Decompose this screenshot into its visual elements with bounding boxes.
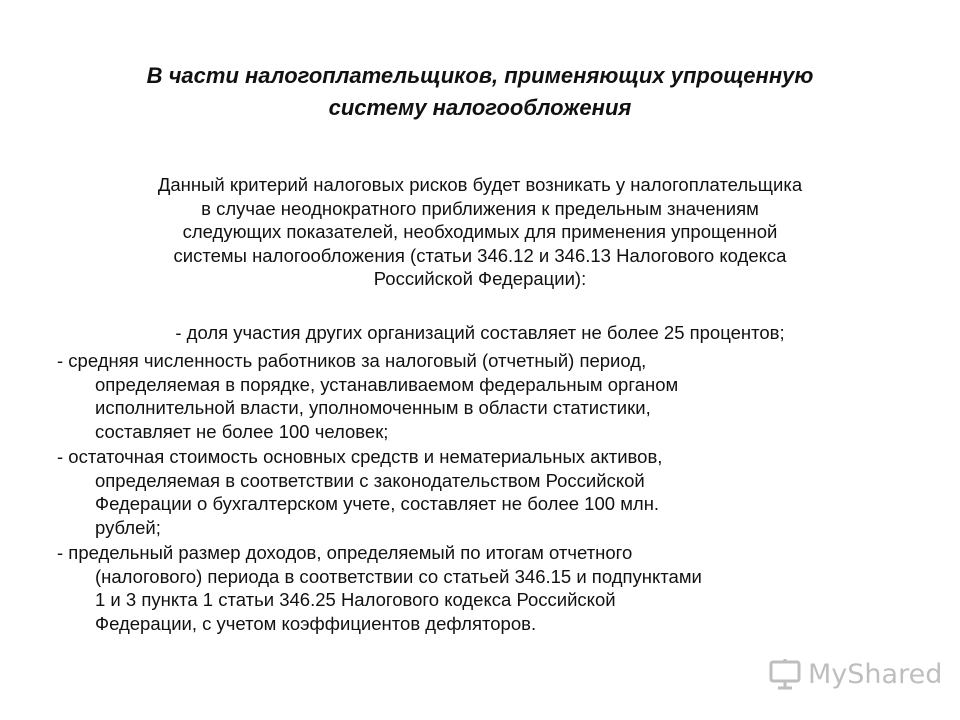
list-item-line: - средняя численность работников за налоговый (отчетный) период,: [57, 350, 647, 371]
intro-line: в случае неоднократного приближения к предельным значениям: [201, 197, 759, 219]
intro-line: Данный критерий налоговых рисков будет возникать у налогоплательщика: [157, 174, 803, 195]
watermark-text: MyShared: [808, 658, 943, 690]
title-line-2: систему налогообложения: [328, 95, 632, 120]
list-item-line: Федерации о бухгалтерском учете, составляет не более 100 млн.: [95, 493, 660, 514]
intro-line: следующих показателей, необходимых для применения упрощенной: [182, 221, 778, 242]
intro-line: Российской Федерации):: [373, 268, 587, 289]
list-item-line: рублей;: [95, 516, 161, 538]
list-item-line: определяемая в порядке, устанавливаемом федеральным органом: [95, 373, 679, 395]
criteria-list: [57, 349, 937, 637]
list-item-line: 1 и 3 пункта 1 статьи 346.25 Налогового кодекса Российской: [95, 589, 616, 610]
list-item-income: [57, 541, 937, 635]
list-item-line: - предельный размер доходов, определяемый по итогам отчетного: [57, 542, 633, 563]
list-item-share: [0, 321, 960, 345]
intro-paragraph: [40, 173, 920, 291]
list-item-assets: [57, 445, 937, 539]
presentation-icon: [768, 657, 802, 691]
list-item-line: Федерации, с учетом коэффициентов дефляторов.: [95, 612, 537, 634]
list-item-line: - доля участия других организаций составляет не более 25 процентов;: [175, 322, 785, 343]
list-item-headcount: [57, 349, 937, 443]
page-title: [0, 60, 960, 124]
intro-line: системы налогообложения (статьи 346.12 и 346.13 Налогового кодекса: [173, 244, 787, 266]
list-item-line: составляет не более 100 человек;: [95, 420, 389, 442]
list-item-line: определяемая в соответствии с законодательством Российской: [95, 469, 645, 491]
list-item-line: исполнительной власти, уполномоченным в области статистики,: [95, 397, 651, 418]
list-item-line: - остаточная стоимость основных средств и нематериальных активов,: [57, 446, 663, 467]
list-item-line: (налогового) периода в соответствии со статьей 346.15 и подпунктами: [95, 565, 702, 587]
watermark: [768, 654, 942, 694]
title-line-1: В части налогоплательщиков, применяющих упрощенную: [146, 63, 814, 88]
